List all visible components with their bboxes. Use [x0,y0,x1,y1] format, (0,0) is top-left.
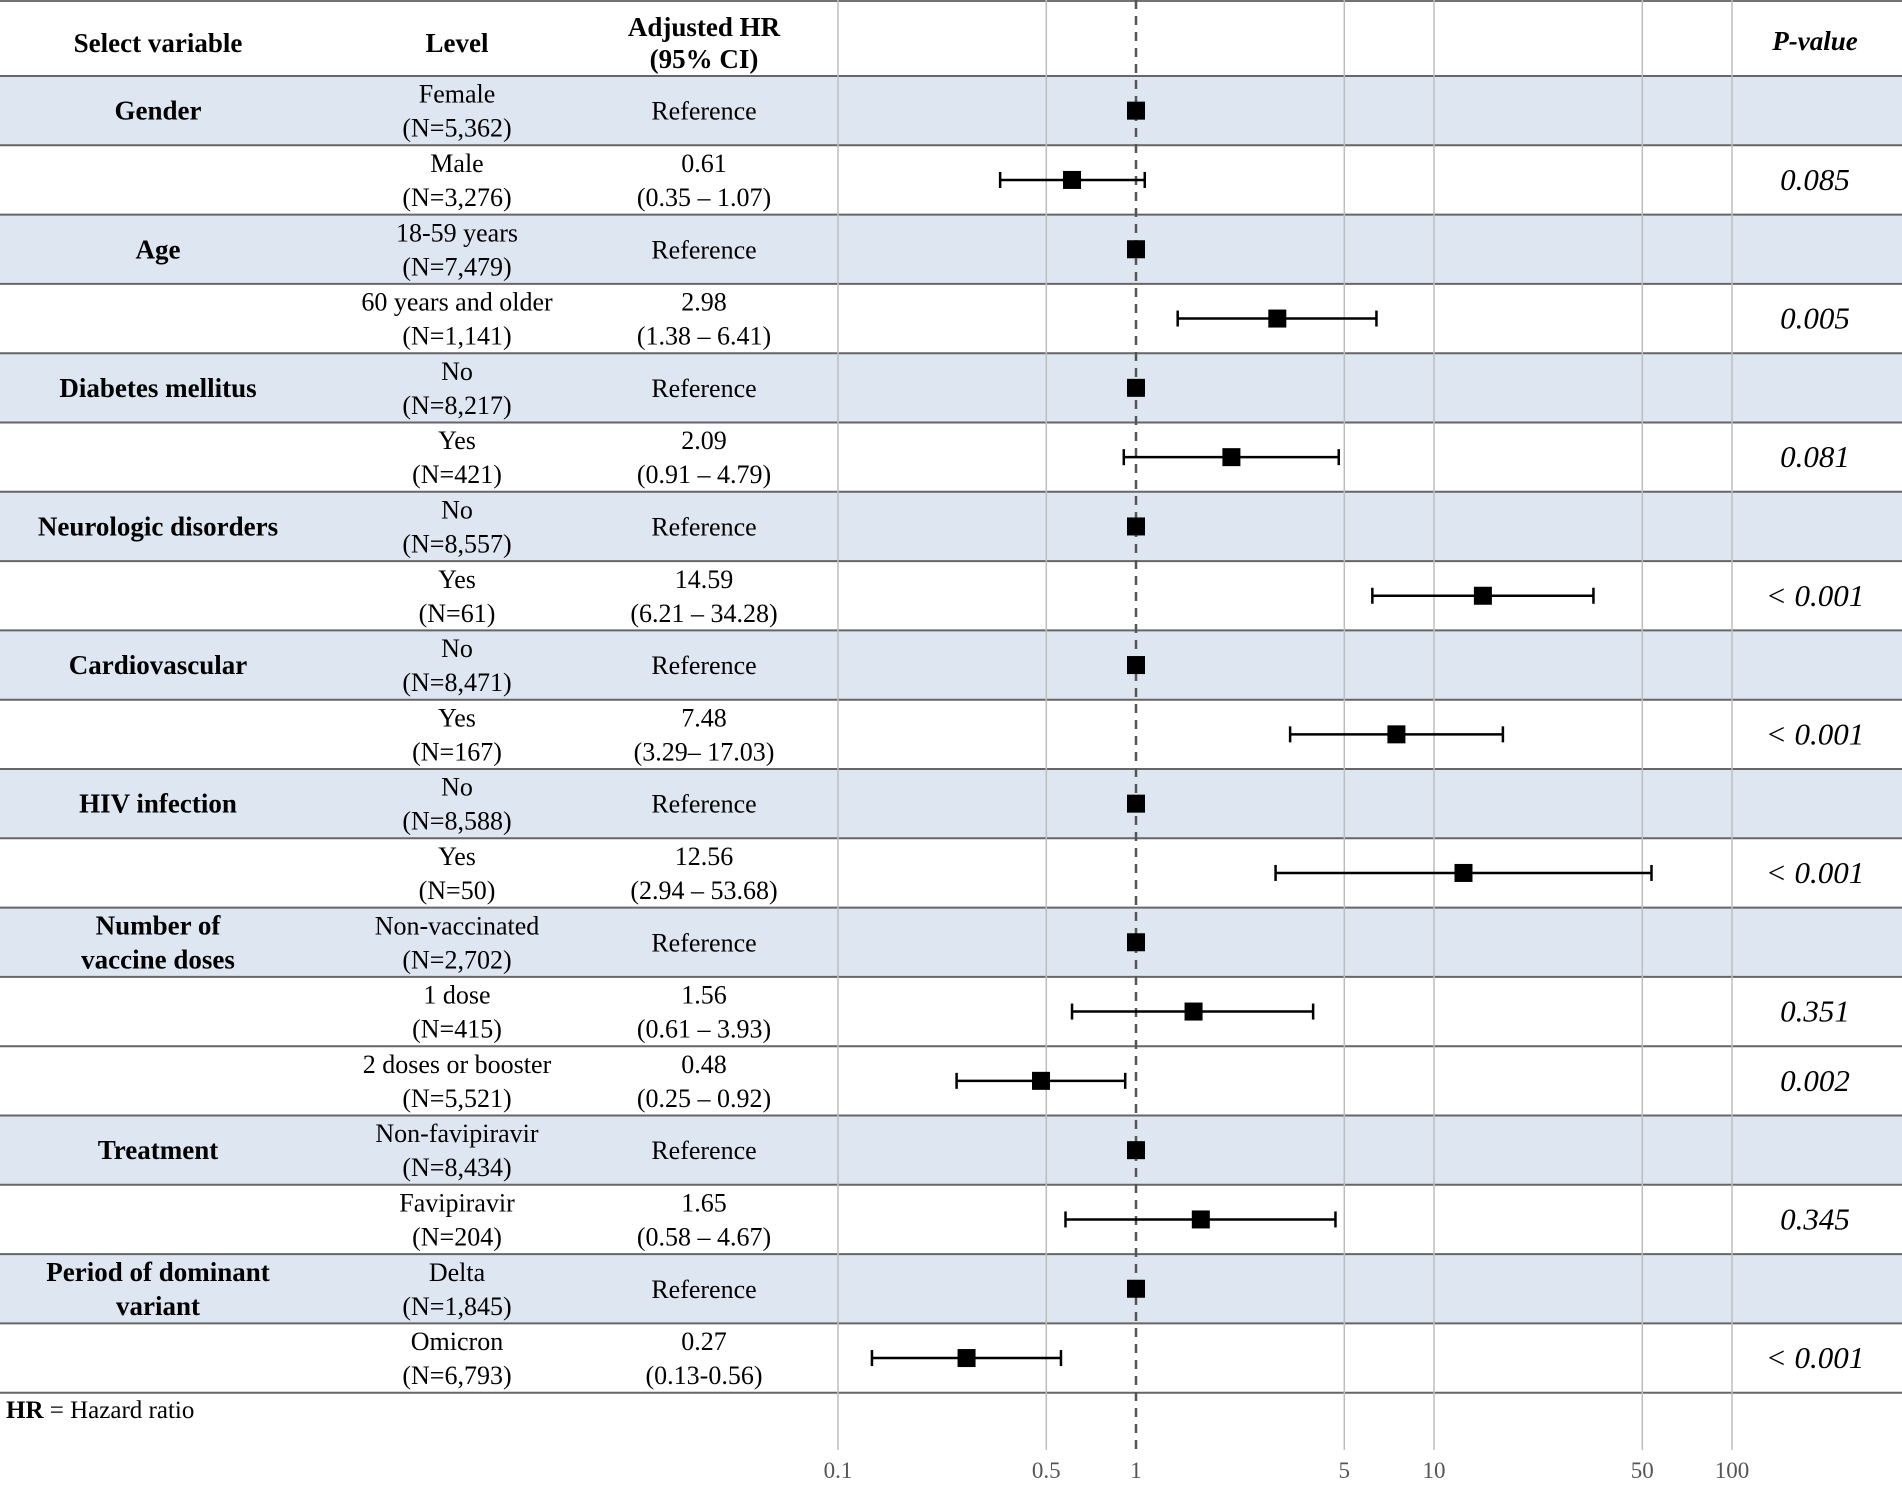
level-label: (N=5,362) [402,113,512,143]
hr-point [1268,310,1286,328]
level-label: 60 years and older [361,287,553,317]
level-label: Female [418,79,496,109]
hr-point [1127,656,1145,674]
hr-point [1387,725,1405,743]
level-label: Yes [438,703,476,733]
level-label: (N=421) [412,460,502,490]
hr-value: Reference [651,235,757,265]
row-backgrounds [0,1,1902,1393]
level-label: 18-59 years [395,218,519,248]
hr-value: 0.27 [681,1327,727,1357]
hr-point [1032,1072,1050,1090]
hr-value: (1.38 – 6.41) [636,321,772,351]
level-label: (N=7,479) [402,252,512,282]
hr-value: 14.59 [674,564,734,594]
hr-value: 1.65 [681,1188,727,1218]
variable-label: Age [135,234,181,265]
x-tick-label: 0.5 [1031,1458,1061,1483]
variable-label: variant [116,1290,200,1321]
level-label: (N=2,702) [402,945,512,975]
level-label: Delta [428,1257,486,1287]
level-label: (N=8,471) [402,668,512,698]
level-label: No [441,356,473,386]
level-label: (N=5,521) [402,1083,512,1113]
hr-point [1192,1210,1210,1228]
hr-value: Reference [651,928,757,958]
hr-value: (0.25 – 0.92) [636,1083,772,1113]
hr-value: (0.35 – 1.07) [636,182,772,212]
hr-point [958,1349,976,1367]
row-shade [0,769,1902,838]
level-label: (N=1,845) [402,1291,512,1321]
level-label: (N=1,141) [402,321,512,351]
hr-point [1127,517,1145,535]
x-tick-label: 0.1 [823,1458,853,1483]
level-label: (N=415) [412,1014,502,1044]
hr-point [1222,448,1240,466]
p-value: < 0.001 [1765,577,1865,613]
table-header [74,12,1858,74]
level-label: No [441,772,473,802]
level-label: (N=167) [412,737,502,767]
level-label: 2 doses or booster [362,1049,552,1079]
p-value: 0.005 [1780,300,1850,336]
header-level: Level [425,28,489,58]
hr-point [1454,864,1472,882]
hr-value: Reference [651,373,757,403]
hr-point [1063,171,1081,189]
row-shade [0,1116,1902,1185]
hr-value: (0.91 – 4.79) [636,460,772,490]
header-pvalue: P-value [1772,26,1858,56]
level-label: No [441,495,473,525]
hr-value: 12.56 [674,841,734,871]
row-shade [0,76,1902,145]
hr-value: 0.48 [681,1049,727,1079]
p-value: 0.351 [1780,993,1850,1029]
header-variable: Select variable [73,28,243,58]
hr-value: Reference [651,651,757,681]
hr-value: 7.48 [681,703,727,733]
level-label: (N=8,217) [402,390,512,420]
variable-label: Neurologic disorders [37,511,279,542]
level-label: Yes [438,426,476,456]
header-hr-line1: Adjusted HR [627,12,781,42]
level-label: (N=8,434) [402,1153,512,1183]
level-label: Non-vaccinated [374,911,540,941]
level-label: No [441,634,473,664]
level-label: (N=61) [418,598,496,628]
hr-point [1474,587,1492,605]
hr-value: 1.56 [681,980,727,1010]
hr-point [1127,795,1145,813]
hr-value: (6.21 – 34.28) [630,598,778,628]
hr-value: Reference [651,512,757,542]
hr-value: (2.94 – 53.68) [630,875,778,905]
p-value: 0.081 [1780,439,1850,475]
variable-label: Number of [95,910,221,941]
hr-point [1127,1280,1145,1298]
row-shade [0,908,1902,977]
row-shade [0,630,1902,699]
hr-point [1127,933,1145,951]
row-shade [0,215,1902,284]
level-label: Yes [438,564,476,594]
x-tick-label: 1 [1130,1458,1142,1483]
variable-label: Cardiovascular [68,650,248,681]
footnote-text: = Hazard ratio [43,1397,195,1424]
hr-value: 2.98 [681,287,727,317]
level-label: Omicron [410,1327,504,1357]
level-label: (N=8,588) [402,806,512,836]
hr-value: 0.61 [681,148,727,178]
p-value: < 0.001 [1765,854,1865,890]
level-label: (N=8,557) [402,529,512,559]
p-value: 0.002 [1780,1062,1850,1098]
level-label: (N=3,276) [402,182,512,212]
hr-value: Reference [651,789,757,819]
x-tick-label: 50 [1630,1458,1654,1483]
p-value: 0.085 [1780,161,1850,197]
footnote [6,1397,194,1424]
x-axis [824,1458,1750,1483]
variable-label: Gender [114,95,202,126]
hr-point [1127,379,1145,397]
level-label: (N=6,793) [402,1361,512,1391]
hr-value: 2.09 [681,426,727,456]
x-tick-label: 100 [1714,1458,1750,1483]
hr-value: (0.13-0.56) [645,1361,763,1391]
hr-value: Reference [651,1136,757,1166]
header-hr-line2: (95% CI) [649,44,759,74]
level-label: 1 dose [423,980,491,1010]
x-tick-label: 10 [1422,1458,1446,1483]
p-value: < 0.001 [1765,1340,1865,1376]
hr-value: Reference [651,1274,757,1304]
hr-value: (0.61 – 3.93) [636,1014,772,1044]
hr-point [1127,1141,1145,1159]
variable-label: vaccine doses [81,944,235,975]
p-value: < 0.001 [1765,716,1865,752]
p-value: 0.345 [1780,1201,1850,1237]
level-label: Non-favipiravir [375,1119,539,1149]
row-shade [0,1254,1902,1323]
variable-label: HIV infection [79,788,237,819]
hr-value: (0.58 – 4.67) [636,1222,772,1252]
variable-label: Diabetes mellitus [59,372,257,403]
hr-point [1185,1003,1203,1021]
level-label: Yes [438,841,476,871]
footnote-abbr: HR [6,1397,44,1424]
hr-point [1127,240,1145,258]
level-label: Favipiravir [399,1188,515,1218]
hr-value: (3.29– 17.03) [633,737,775,767]
level-label: (N=50) [418,875,496,905]
hr-point [1127,102,1145,120]
x-tick-label: 5 [1338,1458,1351,1483]
level-label: Male [430,148,484,178]
row-shade [0,492,1902,561]
row-shade [0,353,1902,422]
hr-value: Reference [651,96,757,126]
level-label: (N=204) [412,1222,502,1252]
variable-label: Period of dominant [46,1256,270,1287]
variable-label: Treatment [97,1135,219,1166]
